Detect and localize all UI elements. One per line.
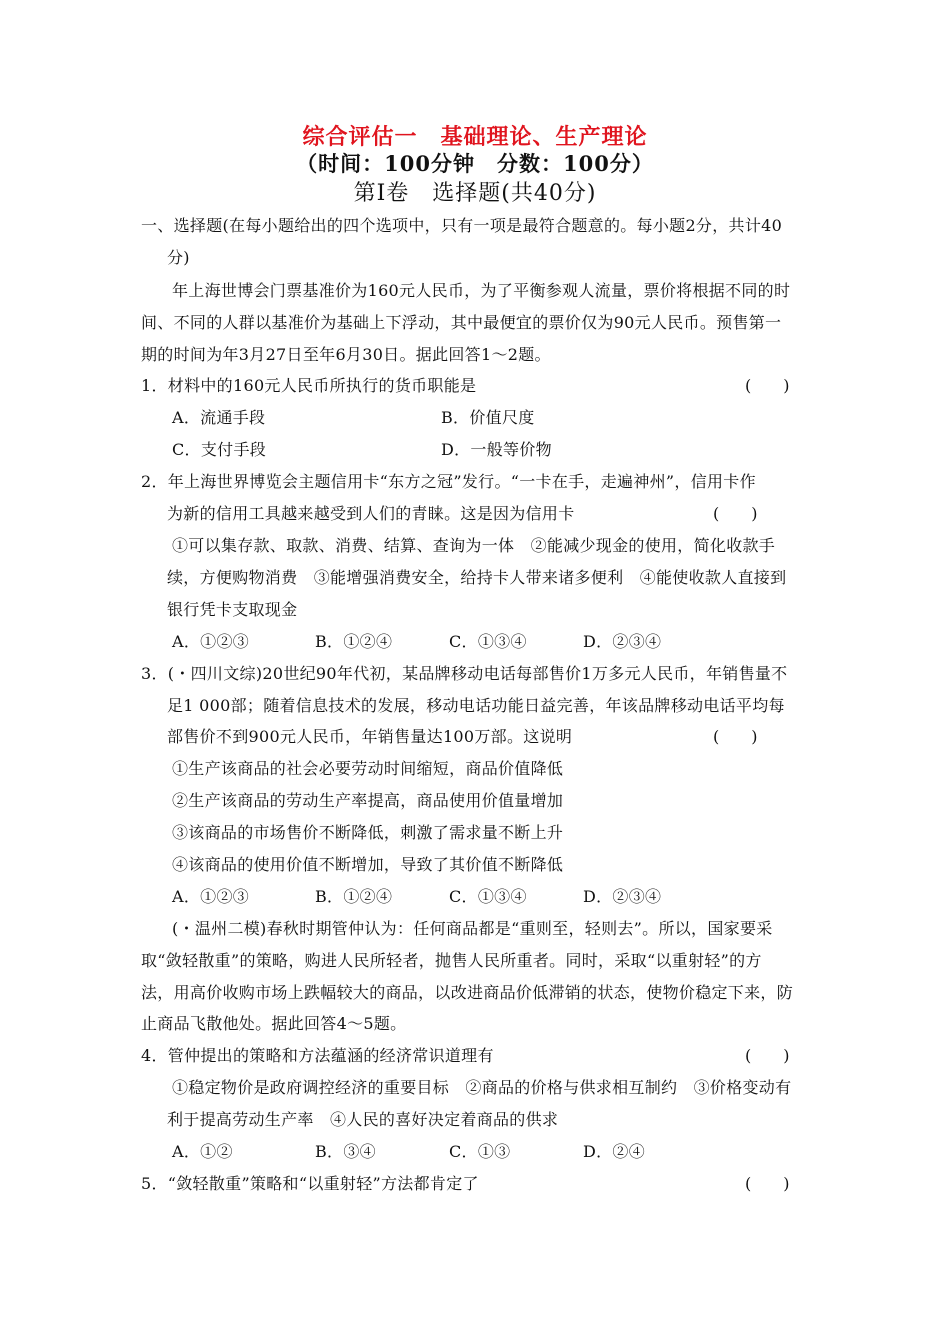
exam-title: 综合评估一 基础理论、生产理论 (302, 124, 648, 150)
passage2-line-1: (・温州二模)春秋时期管仲认为：任何商品都是“重则至，轻则去”。所以，国家要采 (172, 919, 773, 938)
q1-option-b: B．价值尺度 (441, 408, 535, 427)
q1-option-d: D．一般等价物 (441, 440, 552, 459)
q3-option-c: C．①③④ (449, 887, 527, 906)
q2-statement-line-3: 银行凭卡支取现金 (167, 600, 298, 619)
q2-stem-line-1: 2．年上海世界博览会主题信用卡“东方之冠”发行。“一卡在手，走遍神州”，信用卡作 (141, 472, 756, 491)
q4-stem: 4．管仲提出的策略和方法蕴涵的经济常识道理有 (141, 1046, 494, 1065)
q4-option-a: A．①② (172, 1142, 233, 1161)
q2-statement-line-2: 续，方便购物消费 ③能增强消费安全，给持卡人带来诸多便利 ④能使收款人直接到 (167, 568, 787, 587)
q1-answer-paren: ( ) (745, 376, 790, 395)
q3-statement-1: ①生产该商品的社会必要劳动时间缩短，商品价值降低 (172, 759, 564, 778)
passage1-line-2: 间、不同的人群以基准价为基础上下浮动，其中最便宜的票价仅为90元人民币。预售第一 (141, 313, 782, 332)
q3-option-a: A．①②③ (172, 887, 250, 906)
q3-stem-line-1: 3．(・四川文综)20世纪90年代初，某品牌移动电话每部售价1万多元人民币，年销售量不 (141, 664, 788, 683)
passage2-line-3: 法，用高价收购市场上跌幅较大的商品，以改进商品价低滞销的状态，使物价稳定下来，防 (141, 983, 794, 1002)
q3-answer-paren: ( ) (713, 727, 758, 746)
q3-statement-2: ②生产该商品的劳动生产率提高，商品使用价值量增加 (172, 791, 564, 810)
section-heading: 第Ⅰ卷 选择题(共40分) (353, 181, 597, 206)
q4-option-c: C．①③ (449, 1142, 511, 1161)
passage2-line-2: 取“敛轻散重”的策略，购进人民所轻者，抛售人民所重者。同时，采取“以重射轻”的方 (141, 951, 762, 970)
q4-statement-line-1: ①稳定物价是政府调控经济的重要目标 ②商品的价格与供求相互制约 ③价格变动有 (172, 1078, 792, 1097)
q3-stem-line-3: 部售价不到900元人民币，年销售量达100万部。这说明 (167, 727, 573, 746)
q2-option-d: D．②③④ (583, 632, 662, 651)
passage2-line-4: 止商品飞散他处。据此回答4～5题。 (141, 1014, 407, 1033)
passage1-line-3: 期的时间为年3月27日至年6月30日。据此回答1～2题。 (141, 345, 551, 364)
q4-option-b: B．③④ (315, 1142, 376, 1161)
q3-option-b: B．①②④ (315, 887, 393, 906)
q2-option-a: A．①②③ (172, 632, 250, 651)
instructions-line-1: 一、选择题(在每小题给出的四个选项中，只有一项是最符合题意的。每小题2分，共计40 (141, 216, 783, 235)
q1-option-a: A．流通手段 (172, 408, 266, 427)
q2-stem-line-2: 为新的信用工具越来越受到人们的青睐。这是因为信用卡 (167, 504, 575, 523)
q4-option-d: D．②④ (583, 1142, 646, 1161)
q5-answer-paren: ( ) (745, 1174, 790, 1193)
q3-statement-3: ③该商品的市场售价不断降低，刺激了需求量不断上升 (172, 823, 564, 842)
q2-answer-paren: ( ) (713, 504, 758, 523)
q2-statement-line-1: ①可以集存款、取款、消费、结算、查询为一体 ②能减少现金的使用，简化收款手 (172, 536, 776, 555)
q5-stem: 5．“敛轻散重”策略和“以重射轻”方法都肯定了 (141, 1174, 479, 1193)
q4-answer-paren: ( ) (745, 1046, 790, 1065)
q1-option-c: C．支付手段 (172, 440, 267, 459)
exam-time-score: （时间：100分钟 分数：100分） (296, 151, 654, 176)
q2-option-c: C．①③④ (449, 632, 527, 651)
q1-stem: 1．材料中的160元人民币所执行的货币职能是 (141, 376, 477, 395)
q3-option-d: D．②③④ (583, 887, 662, 906)
q4-statement-line-2: 利于提高劳动生产率 ④人民的喜好决定着商品的供求 (167, 1110, 559, 1129)
q2-option-b: B．①②④ (315, 632, 393, 651)
q3-stem-line-2: 足1 000部；随着信息技术的发展，移动电话功能日益完善，年该品牌移动电话平均每 (167, 696, 785, 715)
q3-statement-4: ④该商品的使用价值不断增加，导致了其价值不断降低 (172, 855, 564, 874)
instructions-line-2: 分) (167, 248, 190, 267)
passage1-line-1: 年上海世博会门票基准价为160元人民币，为了平衡参观人流量，票价将根据不同的时 (172, 281, 791, 300)
